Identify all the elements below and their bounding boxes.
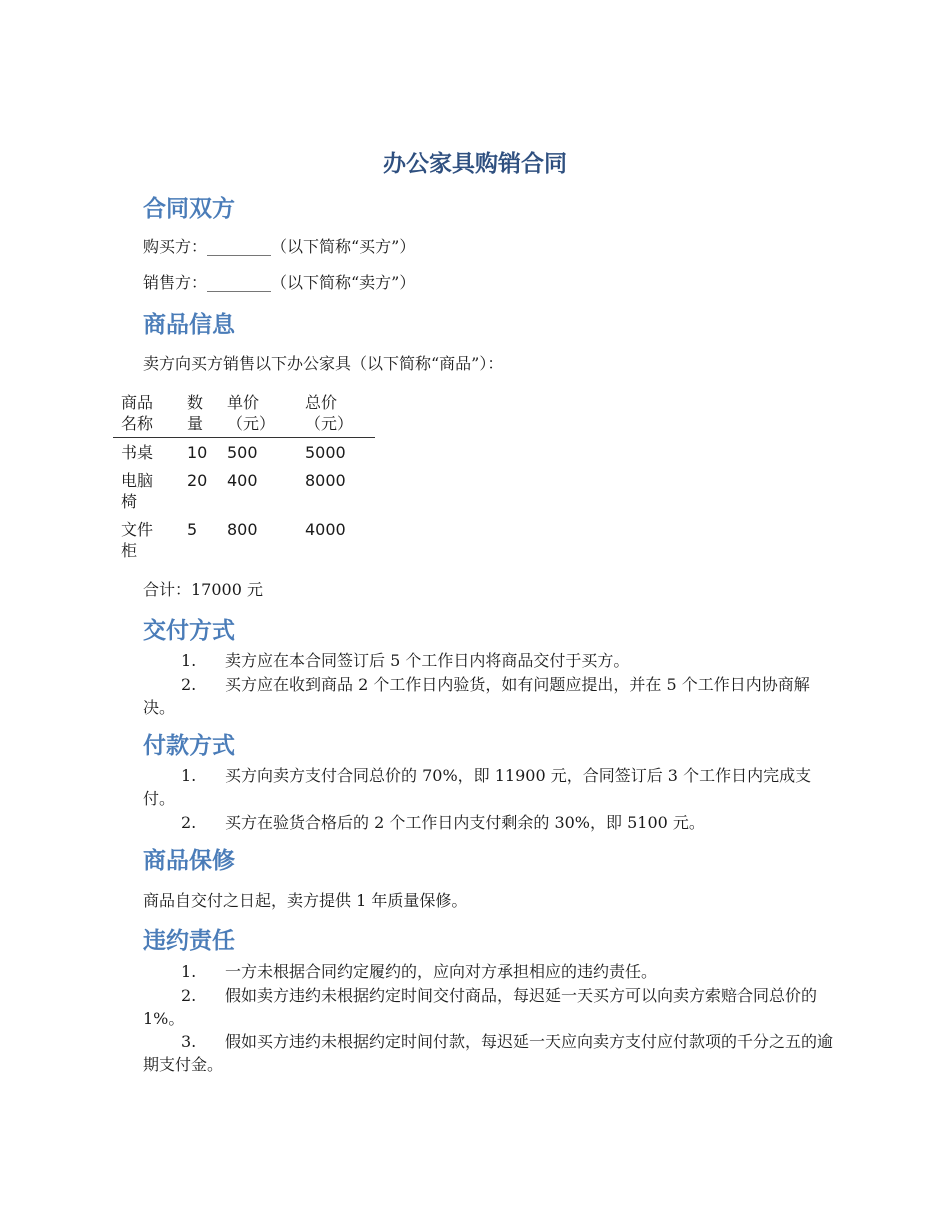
header-text: 商品 bbox=[121, 393, 154, 412]
header-cell-qty bbox=[187, 392, 223, 434]
buyer-line: 购买方：________（以下简称“买方”） bbox=[143, 237, 416, 256]
cell-qty: 10 bbox=[187, 443, 208, 462]
goods-intro: 卖方向买方销售以下办公家具（以下简称“商品”）： bbox=[143, 354, 504, 373]
list-number: 2. bbox=[181, 813, 197, 832]
list-number: 3. bbox=[181, 1032, 197, 1051]
cell-price: 400 bbox=[227, 471, 258, 490]
liability-item bbox=[143, 1030, 841, 1076]
payment-item bbox=[143, 764, 841, 810]
heading-liability: 违约责任 bbox=[143, 928, 235, 954]
delivery-item bbox=[143, 673, 841, 719]
table-header bbox=[113, 391, 375, 438]
list-number: 1. bbox=[181, 766, 197, 785]
liability-item bbox=[143, 960, 841, 983]
list-text: 假如买方违约未根据约定时间付款，每迟延一天应向卖方支付应付款项的千分之五的逾期支付金。 bbox=[143, 1032, 834, 1074]
liability-item bbox=[143, 984, 841, 1030]
list-text: 一方未根据合同约定履约的，应向对方承担相应的违约责任。 bbox=[225, 962, 658, 981]
cell-name bbox=[121, 470, 171, 512]
seller-line: 销售方：________（以下简称“卖方”） bbox=[143, 273, 416, 292]
heading-warranty: 商品保修 bbox=[143, 848, 235, 874]
header-text: （元） bbox=[227, 414, 276, 433]
cell-text: 书桌 bbox=[121, 443, 154, 462]
list-number: 1. bbox=[181, 651, 197, 670]
cell-total: 4000 bbox=[305, 520, 346, 539]
list-number: 2. bbox=[181, 986, 197, 1005]
list-text: 买方在验货合格后的 2 个工作日内支付剩余的 30%，即 5100 元。 bbox=[225, 813, 705, 832]
list-text: 买方向卖方支付合同总价的 70%，即 11900 元，合同签订后 3 个工作日内完成支付。 bbox=[143, 766, 812, 808]
heading-delivery: 交付方式 bbox=[143, 618, 235, 644]
cell-total: 8000 bbox=[305, 471, 346, 490]
list-number: 2. bbox=[181, 675, 197, 694]
heading-parties: 合同双方 bbox=[143, 196, 235, 222]
payment-item bbox=[143, 811, 841, 834]
list-text: 买方应在收到商品 2 个工作日内验货，如有问题应提出，并在 5 个工作日内协商解决。 bbox=[143, 675, 810, 717]
header-text: （元） bbox=[305, 414, 354, 433]
header-text: 名称 bbox=[121, 414, 154, 433]
cell-name bbox=[121, 442, 171, 463]
cell-price: 800 bbox=[227, 520, 258, 539]
heading-goods: 商品信息 bbox=[143, 312, 235, 338]
cell-qty: 5 bbox=[187, 520, 198, 539]
cell-text: 柜 bbox=[121, 541, 138, 560]
header-text: 数 bbox=[187, 393, 204, 412]
cell-name bbox=[121, 519, 171, 561]
warranty-text: 商品自交付之日起，卖方提供 1 年质量保修。 bbox=[143, 891, 468, 910]
list-text: 假如卖方违约未根据约定时间交付商品，每迟延一天买方可以向卖方索赔合同总价的 1%。 bbox=[143, 986, 818, 1028]
cell-text: 文件 bbox=[121, 520, 154, 539]
cell-qty: 20 bbox=[187, 471, 208, 490]
header-cell-total bbox=[305, 392, 375, 434]
delivery-item bbox=[143, 649, 841, 672]
header-text: 单价 bbox=[227, 393, 260, 412]
header-cell-name bbox=[121, 392, 171, 434]
header-text: 量 bbox=[187, 414, 204, 433]
goods-sum: 合计：17000 元 bbox=[143, 580, 263, 599]
header-cell-price bbox=[227, 392, 295, 434]
header-text: 总价 bbox=[305, 393, 338, 412]
heading-payment: 付款方式 bbox=[143, 733, 235, 759]
cell-total: 5000 bbox=[305, 443, 346, 462]
document-title: 办公家具购销合同 bbox=[383, 151, 567, 177]
cell-text: 电脑 bbox=[121, 471, 154, 490]
list-number: 1. bbox=[181, 962, 197, 981]
list-text: 卖方应在本合同签订后 5 个工作日内将商品交付于买方。 bbox=[225, 651, 630, 670]
cell-text: 椅 bbox=[121, 492, 138, 511]
cell-price: 500 bbox=[227, 443, 258, 462]
